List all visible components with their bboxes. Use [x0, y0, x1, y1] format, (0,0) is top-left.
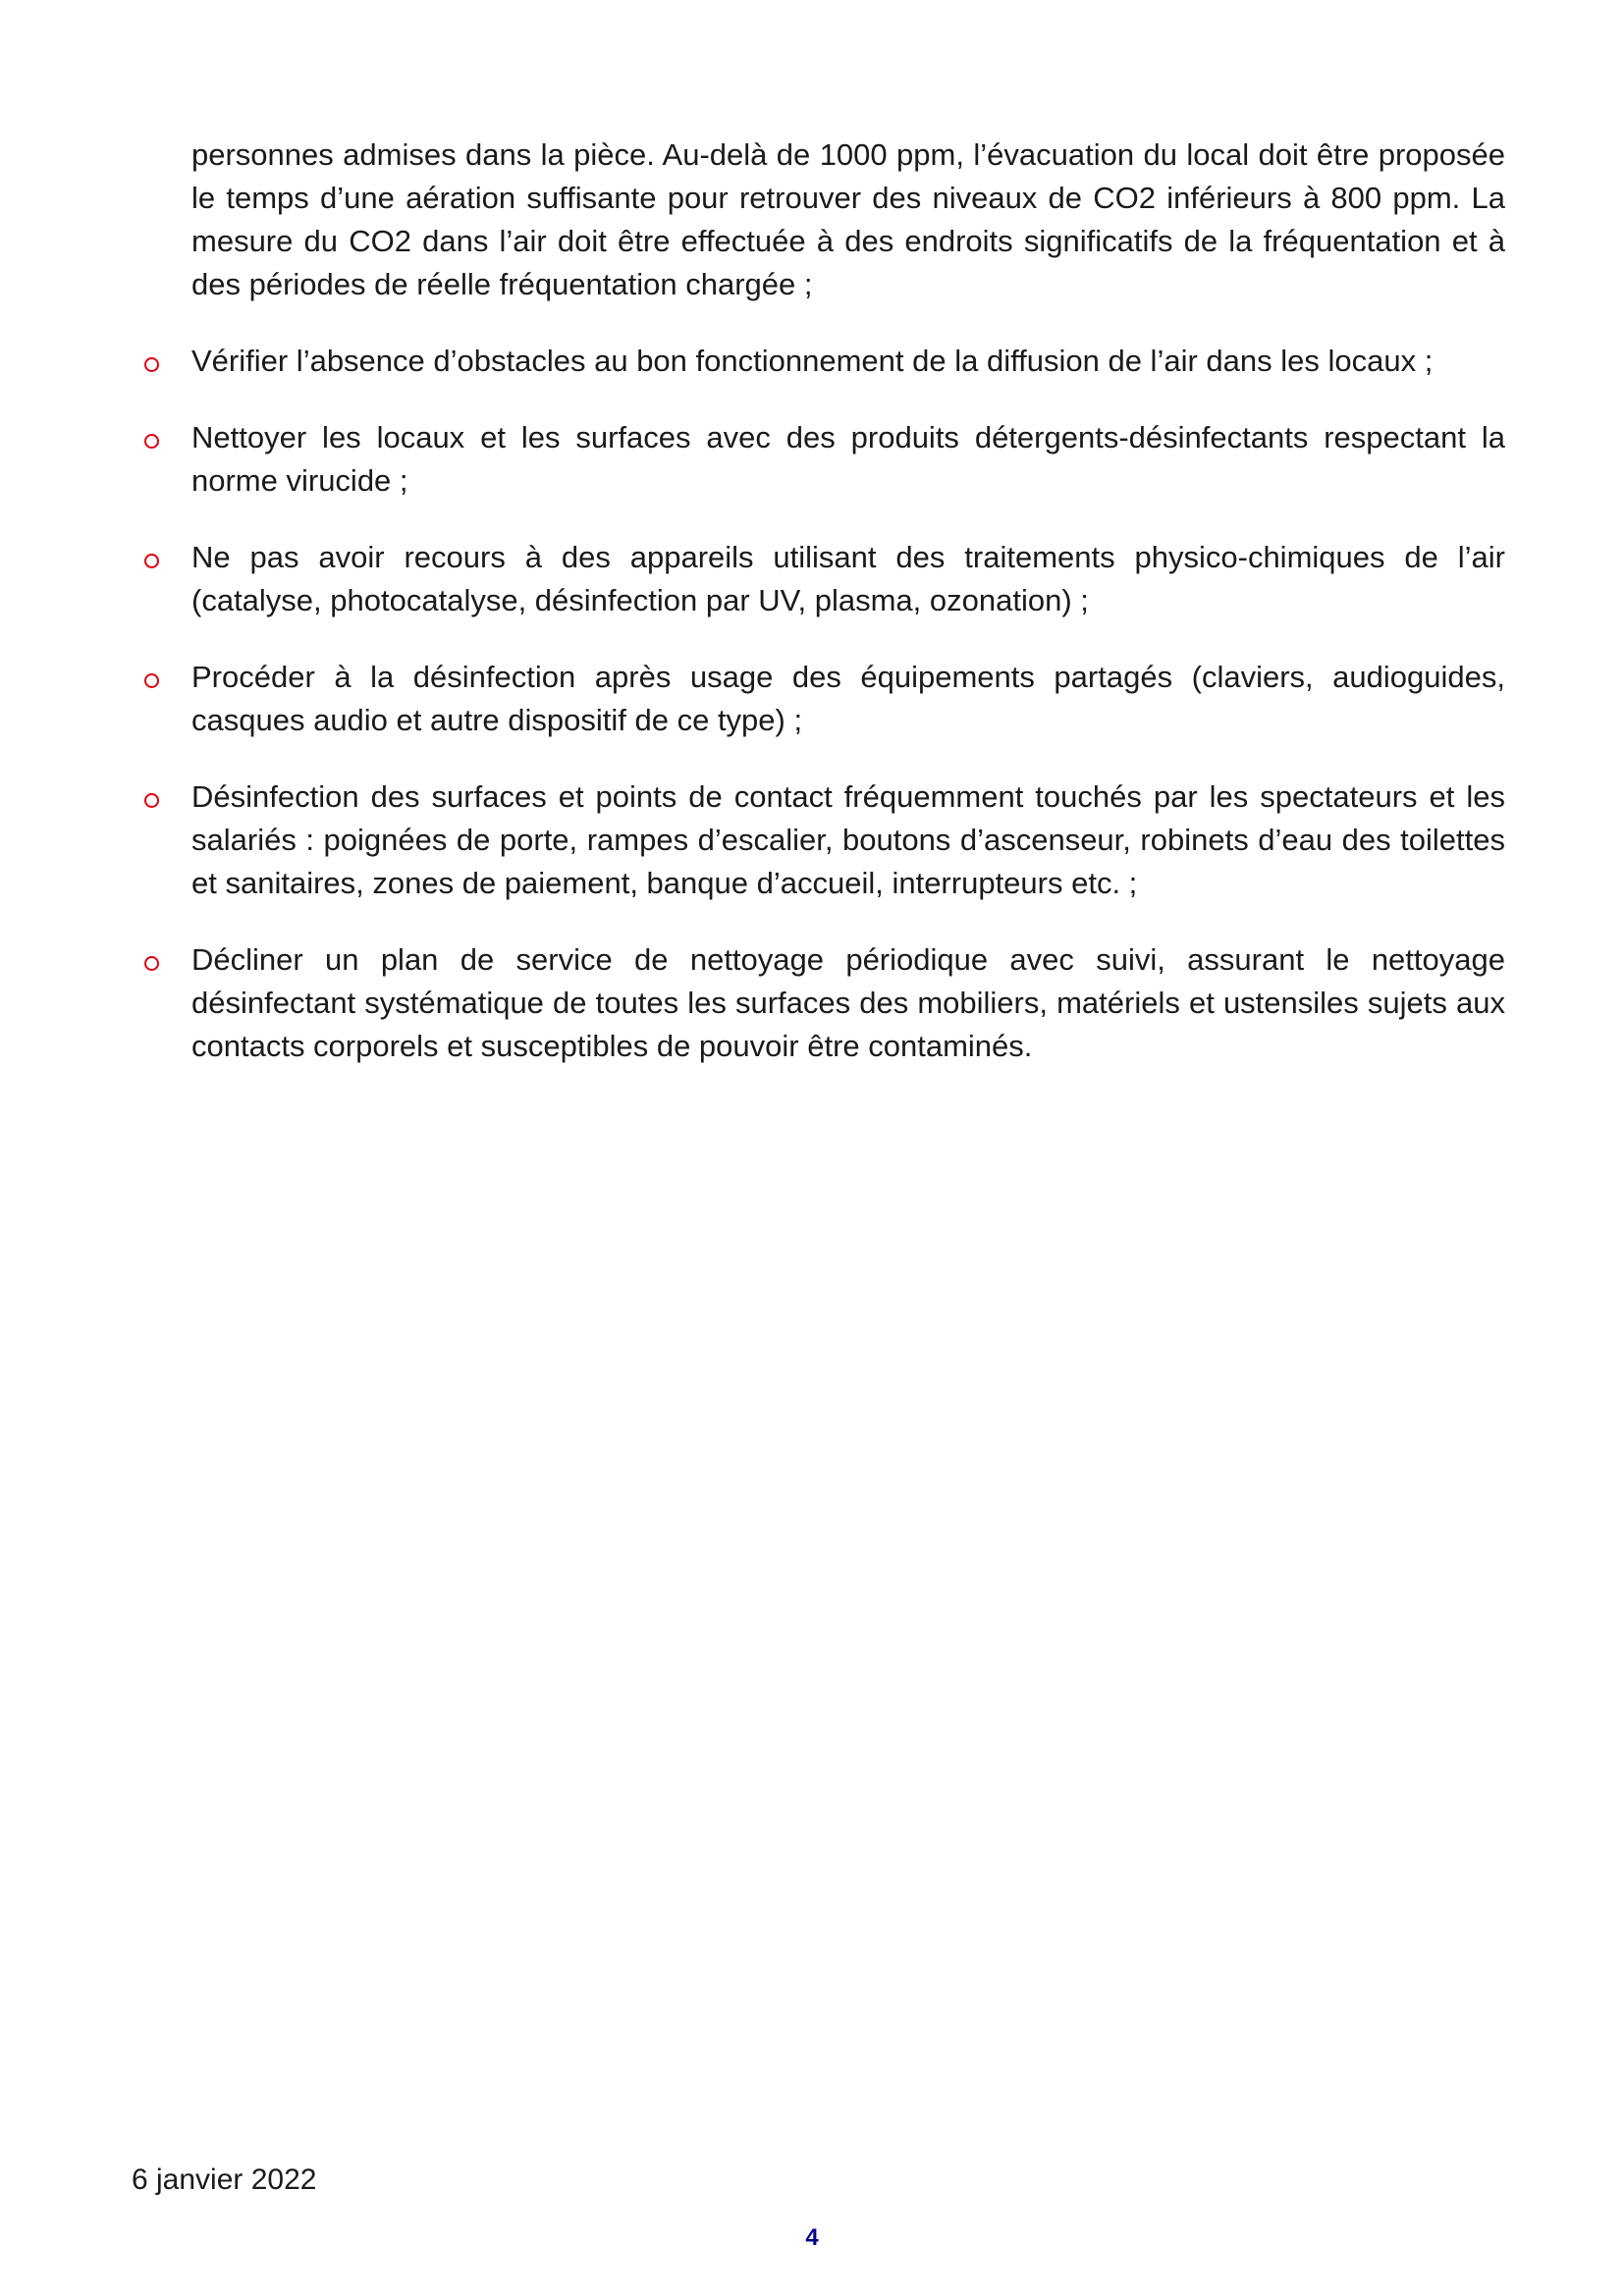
list-item-text: Décliner un plan de service de nettoyage périodique avec suivi, assurant le nettoyage désinfectant systématique de toutes les surfaces des mobiliers, matériels et ustensiles sujets aux contacts corporels et susceptibles de pouvoir être contaminés. [191, 942, 1505, 1063]
red-circle-icon [141, 938, 161, 982]
list-item-text: Vérifier l’absence d’obstacles au bon fonctionnement de la diffusion de l’air dans les locaux ; [191, 344, 1434, 378]
list-item-text: Procéder à la désinfection après usage des équipements partagés (claviers, audioguides, casques audio et autre dispositif de ce type) ; [191, 660, 1505, 737]
page-number: 4 [805, 2224, 819, 2251]
page-content [191, 133, 1505, 1101]
list-item [191, 775, 1505, 905]
list-item-text: Nettoyer les locaux et les surfaces avec des produits détergents-désinfectants respectant la norme virucide ; [191, 420, 1505, 498]
list-item [191, 536, 1505, 622]
bullet-list [191, 340, 1505, 1068]
footer-date: 6 janvier 2022 [132, 2163, 317, 2196]
list-item-text: Désinfection des surfaces et points de contact fréquemment touchés par les spectateurs et les salariés : poignées de porte, rampes d’escalier, boutons d’ascenseur, robinets d’eau des toilettes et sanitaires, zones de paiement, banque d’accueil, interrupteurs etc. ; [191, 779, 1505, 900]
list-item [191, 938, 1505, 1068]
intro-paragraph: personnes admises dans la pièce. Au-delà de 1000 ppm, l’évacuation du local doit être proposée le temps d’une aération suffisante pour retrouver des niveaux de CO2 inférieurs à 800 ppm. La mesure du CO2 dans l’air doit être effectuée à des endroits significatifs de la fréquentation et à des périodes de réelle fréquentation chargée ; [191, 137, 1505, 301]
red-circle-icon [141, 340, 161, 383]
red-circle-icon [141, 775, 161, 819]
list-item-text: Ne pas avoir recours à des appareils utilisant des traitements physico-chimiques de l’air (catalyse, photocatalyse, désinfection par UV, plasma, ozonation) ; [191, 540, 1505, 617]
list-item [191, 340, 1505, 383]
red-circle-icon [141, 536, 161, 579]
list-item [191, 416, 1505, 503]
list-item [191, 656, 1505, 742]
red-circle-icon [141, 656, 161, 699]
red-circle-icon [141, 416, 161, 459]
